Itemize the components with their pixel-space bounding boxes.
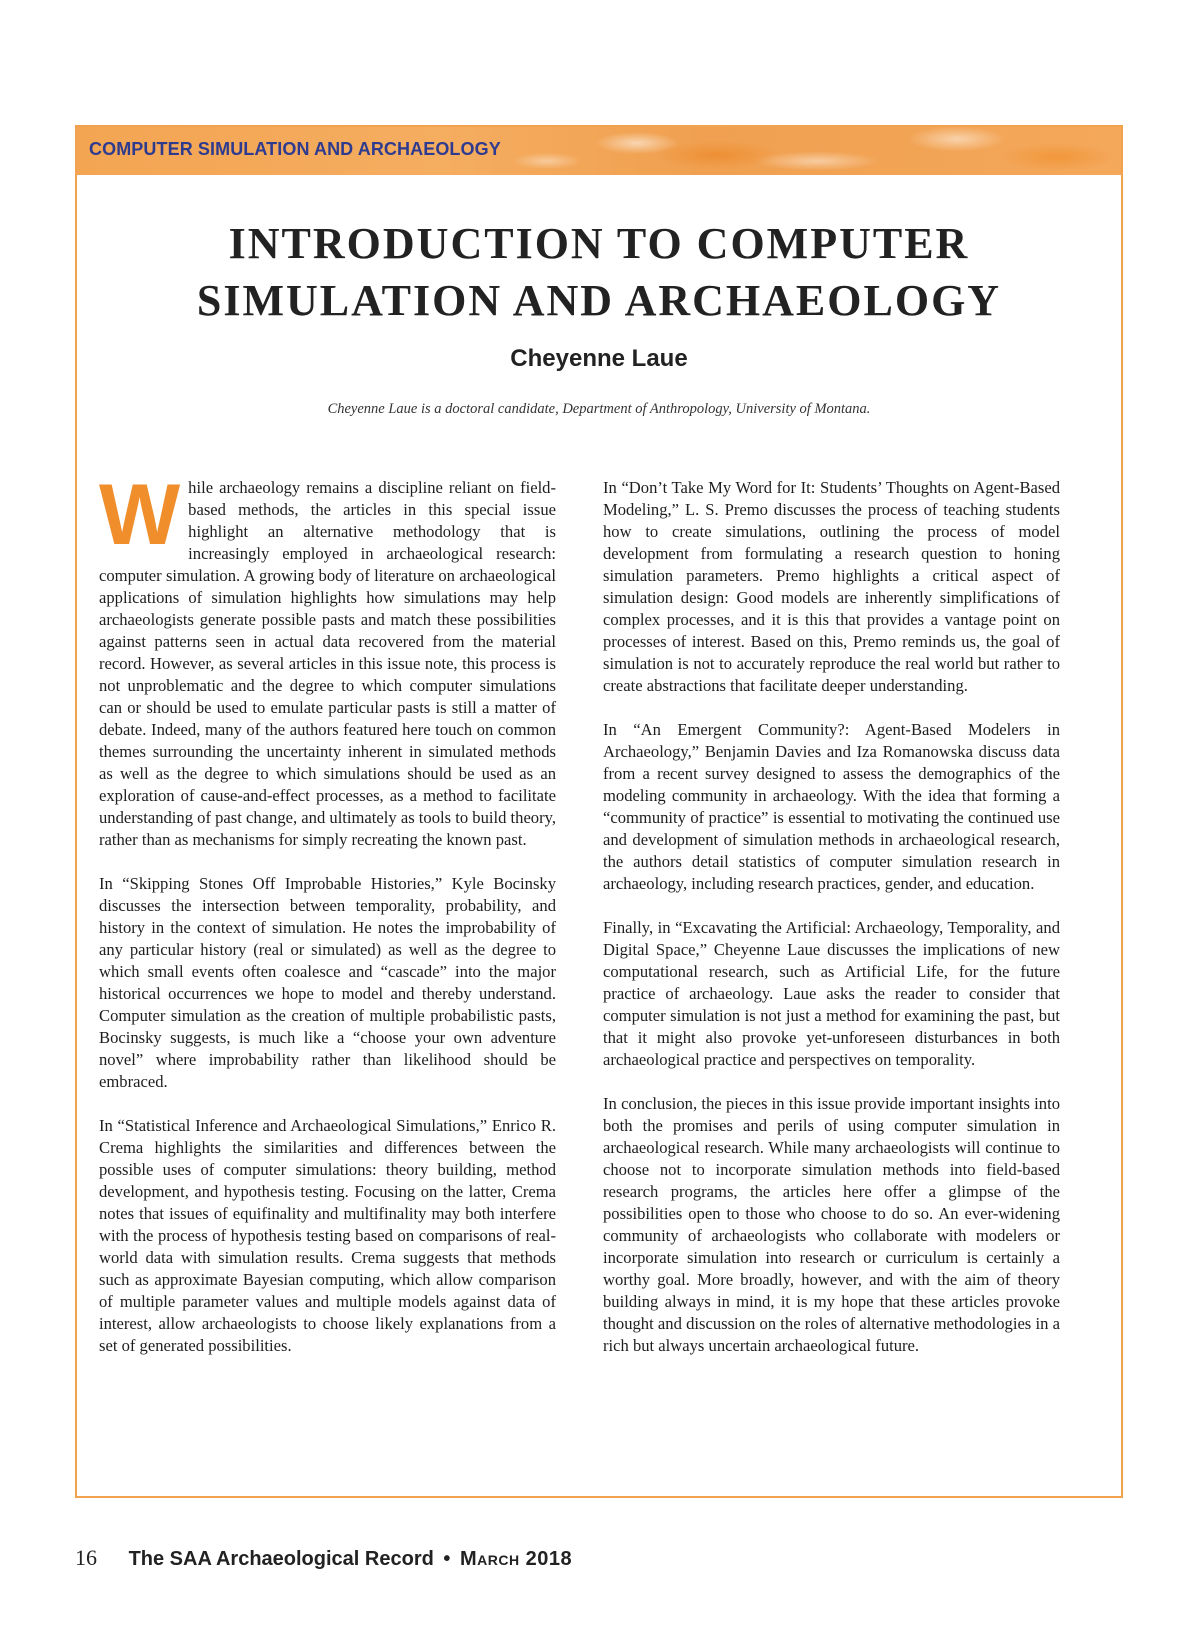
paragraph-bocinsky: In “Skipping Stones Off Improbable Histories,” Kyle Bocinsky discusses the intersection between temporality, probability, and history in the context of simulation. He notes the improbability of any particular history (real or simulated) as well as the degree to which small events often coalesce and “cascade” into the major historical occurrences we hope to model and thereby understand. Computer simulation as the creation of multiple probabilistic pasts, Bocinsky suggests, is much like a “choose your own adventure novel” where improbability rather than likelihood should be embraced. bbox=[99, 874, 556, 1091]
left-column bbox=[99, 467, 557, 1379]
article-title bbox=[77, 215, 1121, 329]
author-affiliation: Cheyenne Laue is a doctoral candidate, Department of Anthropology, University of Montana. bbox=[327, 401, 871, 417]
article-title-line1: INTRODUCTION TO COMPUTER bbox=[228, 219, 970, 268]
paragraph-davies-romanowska: In “An Emergent Community?: Agent-Based Modelers in Archaeology,” Benjamin Davies and Iza Romanowska discuss data from a recent survey designed to assess the demographics of the modeling community in archaeology. With the idea that forming a “community of practice” is essential to motivating the continued use and development of simulation methods in archaeological research, the authors detail statistics of computer simulation research in archaeology, including research practices, gender, and education. bbox=[603, 720, 1060, 893]
issue-date: March 2018 bbox=[459, 1548, 573, 1570]
drop-cap: W bbox=[99, 467, 181, 563]
section-banner-title: COMPUTER SIMULATION AND ARCHAEOLOGY bbox=[89, 139, 501, 159]
paragraph-intro-text: hile archaeology remains a discipline reliant on field-based methods, the articles in this special issue highlight an alternative methodology that is increasingly employed in archaeological research: computer simulation. A growing body of literature on archaeological applications of simulation highlights how simulations may help archaeologists generate possible pasts and match these possibilities against patterns seen in actual data recovered from the material record. However, as several articles in this issue note, this process is not unproblematic and the degree to which computer simulations can or should be used to emulate particular pasts is still a matter of debate. Indeed, many of the authors featured here touch on common themes surrounding the uncertainty inherent in simulated methods as well as the degree to which simulations should be used as an exploration of cause-and-effect processes, as a method to facilitate understanding of past change, and ultimately as tools to build theory, rather than as mechanisms for simply recreating the known past. bbox=[99, 478, 557, 849]
page-number: 16 bbox=[75, 1545, 97, 1570]
right-column bbox=[603, 477, 1060, 1379]
footer-bullet: • bbox=[443, 1548, 451, 1570]
journal-name: The SAA Archaeological Record bbox=[128, 1548, 434, 1570]
article-title-line2: SIMULATION AND ARCHAEOLOGY bbox=[196, 276, 1002, 325]
paragraph-intro bbox=[99, 467, 557, 851]
paragraph-laue: Finally, in “Excavating the Artificial: Archaeology, Temporality, and Digital Space,” Cheyenne Laue discusses the implications of new computational research, such as Artificial Life, for the future practice of archaeology. Laue asks the reader to consider that computer simulation is not just a method for examining the past, but that it might also provoke yet-unforeseen disturbances in both archaeological practice and perspectives on temporality. bbox=[603, 918, 1060, 1069]
paragraph-conclusion: In conclusion, the pieces in this issue provide important insights into both the promises and perils of using computer simulation in archaeological research. While many archaeologists will continue to choose not to incorporate simulation methods into field-based research programs, the articles here offer a glimpse of the possibilities open to those who choose to do so. An ever-widening community of archaeologists who collaborate with modelers or incorporate simulation into research or curriculum is certainly a worthy goal. More broadly, however, and with the aim of theory building always in mind, it is my hope that these articles provoke thought and discussion on the roles of alternative methodologies in a rich but always uncertain archaeological future. bbox=[603, 1094, 1060, 1355]
paragraph-premo: In “Don’t Take My Word for It: Students’ Thoughts on Agent-Based Modeling,” L. S. Premo discusses the process of teaching students how to create simulations, outlining the process of model development from formulating a research question to honing simulation parameters. Premo highlights a critical aspect of simulation design: Good models are inherently simplifications of complex processes, and it is this that provides a vantage point on processes of interest. Based on this, Premo reminds us, the goal of simulation is not to accurately reproduce the real world but rather to create abstractions that facilitate deeper understanding. bbox=[603, 478, 1060, 695]
article-frame bbox=[75, 125, 1123, 1498]
paragraph-crema: In “Statistical Inference and Archaeological Simulations,” Enrico R. Crema highlights the similarities and differences between the possible uses of computer simulations: theory building, method development, and hypothesis testing. Focusing on the latter, Crema notes that issues of equifinality and multifinality may both interfere with the process of hypothesis testing based on comparisons of real-world data with simulation results. Crema suggests that methods such as approximate Bayesian computing, which allow comparison of multiple parameter values and multiple models against data of interest, allow archaeologists to choose likely explanations from a set of generated possibilities. bbox=[99, 1116, 556, 1355]
page-footer bbox=[75, 1545, 572, 1571]
author-name: Cheyenne Laue bbox=[510, 345, 688, 372]
section-banner bbox=[77, 127, 1121, 175]
